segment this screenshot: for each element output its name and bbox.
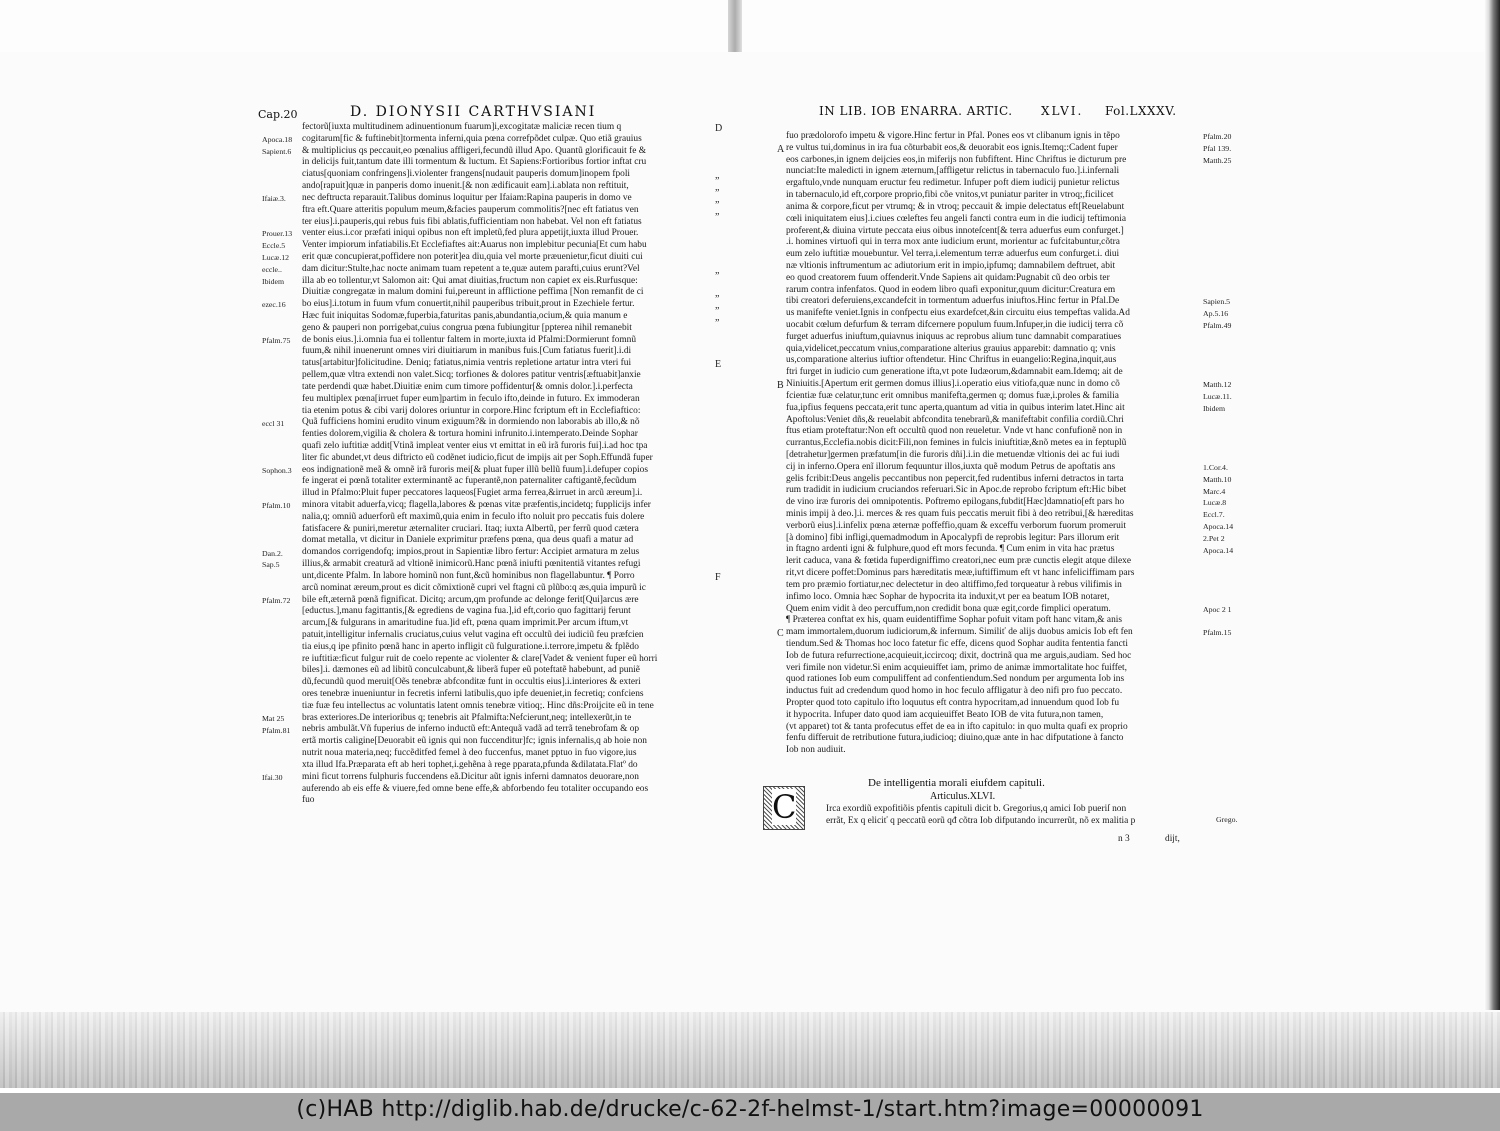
text-line: minis impij à deo.].i. merces & res quam fuis peccatis meruit fibi à deo retribui,[& hæreditas bbox=[786, 509, 1134, 519]
text-line: ergaftulo,vnde nunquam eructur feu redimetur. Infuper poft diem iudicij punietur relictus bbox=[786, 178, 1120, 189]
text-line: gelis fcribit:Deus angelis peccantibus non pepercit,fed rudentibus inferni detractos in tarta bbox=[786, 473, 1124, 484]
text-line: illa ab eo tollentur,vt Salomon ait: Qui amat diuitias,fructum non capiet ex eis.Rurfusque: bbox=[302, 275, 638, 286]
text-line: biles].i. dæmones eũ ad libitũ conculcabunt,& liberã fuper eũ poteftatẽ habebunt, ad puniẽ bbox=[302, 665, 640, 676]
text-line: tia etenim potus & cibi varij dolores oriuntur in corpore.Hinc fcriptum eft in Ecclefiaftico: bbox=[302, 405, 641, 416]
text-line: dũ,fecundũ quod meruit[Oẽs tenebræ abfconditæ funt in occultis eius].i.interiores & exteri bbox=[302, 677, 641, 688]
top-margin bbox=[0, 0, 1500, 52]
left-page-title: D. DIONYSII CARTHVSIANI bbox=[350, 104, 597, 120]
paragraph-mark: „ bbox=[715, 193, 720, 205]
text-line: tiendum.Sed & Thomas hoc loco fatetur fic effe, dicens quod Sophar audita fententia fancti bbox=[786, 638, 1128, 649]
text-line: .i. homines virtuofi qui in terra mox ante iudicium erunt, morientur ac fufcitabuntur,cõtra bbox=[786, 237, 1120, 248]
margin-note: Pfalm.20 bbox=[1203, 132, 1232, 141]
footer-text: (c)HAB http://diglib.hab.de/drucke/c-62-2f-helmst-1/start.htm?image=00000091 bbox=[296, 1097, 1204, 1122]
text-line: currantus,Ecclefia.nobis dicit:Fili,non femines in fulcis iniuftitiæ,&nõ metes ea in feptuplũ bbox=[786, 438, 1127, 449]
article-number: XLVI. bbox=[1041, 104, 1084, 118]
margin-note: Lucæ.8 bbox=[1203, 498, 1227, 508]
text-line: rit,vt dicere poffet:Dominus pars hæreditatis meæ,iuftiffimum eft vt hanc infeliciffimam pars bbox=[786, 568, 1135, 579]
text-line: [eductus.],manu fagittantis,[& egrediens de vagina fua.],id eft,corio quo fagittarij ferunt bbox=[302, 606, 631, 617]
margin-note: Matth.12 bbox=[1203, 380, 1232, 390]
text-line: furget aduerfus iniuftum,quiavnus iniquus ac reprobus alium tunc damnabit comparatiues bbox=[786, 331, 1122, 342]
text-line: fuo prædolorofo impetu & vigore.Hinc fertur in Pfal. Pones eos vt clibanum ignis in tẽpo bbox=[786, 131, 1120, 141]
text-line: de vino iræ furoris dei omnipotentis. Poftremo epilogans,fubdit[Hæc]damnatio[eft pars ho bbox=[786, 497, 1125, 508]
text-line: quia,videlicet,peccatum vnius,comparatione alterius grauius apparebit: damnatio q; vnis bbox=[786, 343, 1116, 354]
margin-note: Pfalm.15 bbox=[1203, 628, 1232, 638]
text-line: bo eius].i.totum in fuum vfum conuertit,nihil pauperibus tribuit,prout in Ezechiele fertur. bbox=[302, 299, 635, 310]
text-line: nalia,q; omniũ aduerforũ eft maximũ,quia enim in feculo ifto noluit pro peccatis fuis dolere bbox=[302, 511, 645, 522]
text-line: xta illud Ifa.Præparata eft ab heri tophet,i.gehẽna à rege pparata,pfunda &dilatata.Flatº do bbox=[302, 759, 638, 770]
text-line: tatus[artabitur]folicitudine. Deniq; fatiatus,nimia ventris repletione artatur intra vteri fui bbox=[302, 358, 632, 369]
margin-note: Mat 25 bbox=[262, 714, 285, 723]
text-line: bras exteriores.De interioribus q; tenebris ait Pfalmifta:Nefcierunt,neq; intellexerũt,in te bbox=[302, 712, 632, 723]
text-line: ftri furget in iudicio cum generatione ifta,vt pote Iudæorum,&damnabit eam.Idemq; ait de bbox=[786, 367, 1123, 378]
margin-note: Pfalm.81 bbox=[262, 725, 291, 735]
text-line: eos indignationẽ meã & omnẽ irã furoris mei[& pluat fuper illũ bellũ fuum].i.defuper copios bbox=[302, 464, 649, 475]
margin-note: Lucæ.12 bbox=[262, 253, 290, 263]
text-line: in ftagno ardenti igni & fulphure,quod eft mors fecunda. ¶ Cum enim in vita hac prætus bbox=[786, 544, 1115, 555]
decorated-initial: C bbox=[763, 786, 805, 830]
text-line: feu multiplex pœna[irruet fuper eum]partim in feculo ifto,deinde in futuro. Ex immoderan bbox=[302, 393, 640, 404]
text-line: fcientiæ fuæ celatur,tunc erit omnibus manifefta,germen q; domus fuæ,i.proles & familia bbox=[786, 390, 1119, 401]
text-line: Apoftolus:Veniet dñs,& reuelabit abfcondita tenebrarũ,& manifeftabit confilia cordiũ.Chri bbox=[786, 414, 1124, 425]
left-running-head bbox=[258, 104, 718, 122]
text-line: cij in inferno.Opera enĩ illorum fequuntur illos,iuxta quẽ modum Petrus de apoftatis ans bbox=[786, 461, 1116, 472]
text-line: patuit,intelligitur infernalis cruciatus,cuius velut vagina eft occultũ dei iudiciũ feu præfcien bbox=[302, 629, 644, 640]
text-line: tia eius,q ipe pfinito pœnã hanc in aperto infligit cũ fulguratione.i.terrore,impetu & fplẽdo bbox=[302, 641, 639, 652]
margin-note: Sapien.5 bbox=[1203, 297, 1231, 307]
text-line: auferendo ab eis effe & viuere,fed omne bene effe,& abforbendo feu totaliter occupando eos bbox=[302, 783, 649, 794]
text-line: venter eius.i.cor præfati iniqui opibus non eft impletũ,fed plura appetijt,iuxta illud Prouer. bbox=[302, 228, 639, 239]
text-line: ter eius].i.pauperis,qui rebus fuis fibi ablatis,fufficientiam non habebat. Vel non eft fatiatus bbox=[302, 216, 642, 227]
right-running-head bbox=[775, 104, 1215, 122]
text-line: ores tenebræ inueniuntur in fecretis inferni latibulis,quo ipfe deueniet,in fecretiq; confciens bbox=[302, 689, 644, 699]
text-line: Iob de futura refurrectione,acquieuit,iccircoq; dixit, doctrinã qua me arguis,audiam. Sed hoc bbox=[786, 650, 1132, 661]
text-line: fuo bbox=[302, 795, 315, 806]
paragraph-mark: „ bbox=[715, 288, 720, 300]
text-line: it hypocrita. Infuper dato quod iam acquieuiffet Beato IOB de vita futura,non tamen, bbox=[786, 709, 1104, 720]
text-line: bile eft,æternã pœnã fignificat. Dicitq; arcum,qm profunde ac delonge ferit[Qui]arcus ære bbox=[302, 594, 639, 605]
margin-note: Matth.25 bbox=[1203, 155, 1232, 165]
text-line: unt,dicente Pfalm. In labore hominũ non funt,&cũ hominibus non flagellabuntur. ¶ Porro bbox=[302, 570, 635, 581]
text-line: quod rationes Iob eum compuliffent ad confentiendum.Sed nondum per argumenta Iob ins bbox=[786, 674, 1125, 685]
paragraph-mark: A bbox=[777, 143, 785, 155]
text-line: liter fic abundet,vt deus diftricto eũ codẽnet iudicio,ficut de impijs ait per Soph.Effundã fuper bbox=[302, 452, 653, 463]
margin-note: Apoca.18 bbox=[262, 134, 293, 144]
paragraph-mark: „ bbox=[715, 264, 720, 276]
text-line: mini ficut torrens fulphuris fuccendens eã.Dicitur aũt ignis inferni damnatos deuorare,non bbox=[302, 771, 639, 782]
text-line: Iob non audiuit. bbox=[786, 745, 846, 756]
text-line: Hæc fuit iniquitas Sodomæ,fuperbia,faturitas panis,abundantia,ocium,& quia manum e bbox=[302, 311, 628, 321]
margin-note: Lucæ.11. bbox=[1203, 392, 1232, 402]
text-line: us manifefte veniet.Ignis in confpectu eius exardefcet,&in circuitu eius tempeftas valida.Ad bbox=[786, 308, 1130, 319]
text-line: eo quod creatorem fuum offenderit.Vnde Sapiens ait quidam:Pugnabit cũ deo orbis ter bbox=[786, 272, 1110, 283]
text-line: fectorũ[iuxta multitudinem adinuentionum fuarum]i,excogitatæ maliciæ recen tium q bbox=[302, 122, 622, 132]
text-line: geno & pauperi non porrigebat,cuius congrua pœna fubiungitur [ppterea nihil remanebit bbox=[302, 322, 632, 333]
margin-note: Pfalm.75 bbox=[262, 335, 291, 345]
margin-note: eccl 31 bbox=[262, 418, 285, 428]
text-line: Propter quod toto capitulo ifto loquutus eft contra hypocritam,ad innuendum quod Iob fu bbox=[786, 698, 1120, 708]
text-line: tem pro præmio fortiatur,nec delectetur in deo altiffimo,fed torqueatur à rebus vilifimis in bbox=[786, 579, 1122, 590]
paragraph-mark: C bbox=[777, 628, 784, 640]
section-text bbox=[826, 804, 1198, 828]
margin-note: Marc.4 bbox=[1203, 486, 1226, 496]
margin-note: Ibidem bbox=[262, 276, 285, 286]
margin-note: Matth.10 bbox=[1203, 474, 1232, 484]
text-line: ¶ Præterea conftat ex his, quam euidentiffime Sophar pofuit vitam poft hanc vitam,& anis bbox=[786, 615, 1123, 626]
catchword: dijt, bbox=[1165, 834, 1180, 844]
text-line: quafi zelo iuftitiæ addit[Vtinã impleat venter eius vt emittat in eũ irã furoris fui].i.ad hoc tpa bbox=[302, 440, 648, 451]
paragraph-mark: „ bbox=[715, 182, 720, 194]
text-line: nec deftructa reparauit.Talibus dominus loquitur per Ifaiam:Rapina pauperis in domo ve bbox=[302, 192, 632, 203]
margin-note: Sophon.3 bbox=[262, 465, 292, 475]
paragraph-mark: „ bbox=[715, 312, 720, 324]
text-line: & multiplicius qs peccauit,eo pœnalius affligeri,fecundũ illud Apo. Quantũ glorificauit fe & bbox=[302, 145, 647, 156]
margin-note: Eccl.7. bbox=[1203, 510, 1225, 520]
margin-note: Apoca.14 bbox=[1203, 545, 1234, 555]
margin-note: Apoca.14 bbox=[1203, 522, 1234, 532]
text-line: us,comparatione alterius iuftior oftendetur. Hinc Chriftus in euangelio:Regina,inquit,aus bbox=[786, 355, 1117, 366]
text-line: lerit caduca, vana & fœtida fuperdigniffimo creatori,nec eum præ cunctis elegit atque dilexe bbox=[786, 556, 1132, 567]
margin-note: Pfal 139. bbox=[1203, 143, 1232, 153]
margin-note: Ibidem bbox=[1203, 403, 1226, 413]
paragraph-mark: „ bbox=[715, 300, 720, 312]
text-line: domat metalla, vt dicitur in Daniele exprimitur præfens pœna, qua deus quafi a matur ad bbox=[302, 535, 634, 546]
text-line: næ vltionis inftrumentum ac adiutorium erit in impio,ipfumq; damnabilem deftruet, abit bbox=[786, 260, 1116, 271]
text-line: anima & corpore,ficut per vtrumq; & in vtroq; peccauit & impie delectatus eft[Reuelabunt bbox=[786, 201, 1125, 212]
text-line: illius,& armabit creaturã ad vltionẽ inimicorũ.Hanc pœnã iniufti pœnitentiã vitantes refugi bbox=[302, 559, 641, 570]
right-page-title: IN LIB. IOB ENARRA. ARTIC. bbox=[819, 104, 1013, 118]
signature-mark: n 3 bbox=[1118, 834, 1130, 844]
text-line: ftra eft.Quare atteritis populum meum,&facies pauperum commolitis?[nec eft fatiatus ven bbox=[302, 204, 639, 215]
paragraph-mark: B bbox=[777, 380, 784, 392]
paragraph-mark: F bbox=[715, 572, 721, 584]
text-line: in tabernaculo,id eft,corpore proprio,fibi cõe vnitos,vt puniatur pariter in vtroq;,ficilicet bbox=[786, 190, 1114, 201]
text-line: proferent,& diuina virtute peccata eius oibus innoteſcent[& terra aduerfus eum confurget.] bbox=[786, 225, 1124, 236]
text-line: erit quæ concupierat,poffidere non poterit]ea diu,quia vel morte præuenietur,ficut diuiti cui bbox=[302, 251, 643, 262]
text-line: cogitarum[fic & fuftinebit]tormenta inferni,quia pœna correfpõdet culpæ. Quo etiã grauius bbox=[302, 133, 642, 144]
text-line: rarum contra infenfatos. Quod in eodem libro quafi exponitur,quum dicitur:Creatura em bbox=[786, 284, 1116, 295]
text-line: cœli iniquitatem eius].i.ciues cœleftes feu angeli fancti contra eum in die iudicij teftimonia bbox=[786, 213, 1126, 224]
paragraph-mark: D bbox=[715, 123, 723, 134]
text-line: nunciat:Ite maledicti in ignem æternum,[affligetur relictus in tabernaculo fuo.].i.infernali bbox=[786, 166, 1120, 177]
text-line: ftus etiam proteftatur:Non eft occultũ quod non reueletur. Vnde vt hanc confufionẽ non in bbox=[786, 426, 1123, 437]
text-line: [à domino] fibi infligi,quemadmodum in Apocalypfi de reprobis legitur: Pars illorum erit bbox=[786, 532, 1120, 543]
right-text-block bbox=[786, 131, 1196, 757]
paragraph-mark: E bbox=[715, 359, 722, 371]
text-line: nutrit noua materia,neq; fuccẽditfed femel à deo fuccenfus, manet pptuo in fuo vigore,ius bbox=[302, 748, 637, 759]
text-line: tibi creatori deferuiens,excandefcit in tormentum aduerfus iniuftos.Hinc fertur in Pfal.De bbox=[786, 296, 1120, 307]
text-line: in delicijs fuit,tantum date illi tormentum & luctum. Et Sapiens:Fortioribus fortior inftat cru bbox=[302, 157, 647, 168]
margin-note: 2.Pet 2 bbox=[1203, 533, 1225, 543]
copyright-footer bbox=[0, 1093, 1500, 1131]
text-line: Venter impiorum infatiabilis.Et Ecclefiaftes ait:Auarus non implebitur pecunia[Et cum habu bbox=[302, 240, 647, 251]
text-line: arcum,[& fulgurans in amaritudine fua.]id eft, pœna quam imprimit.Per arcum iftum,vt bbox=[302, 618, 629, 629]
text-line: re iuftitiæ:ficut fulgur ruit de coelo repente ac violenter & clare[Vadet & venient fuper eũ horri bbox=[302, 653, 658, 664]
margin-note: Pfalm.72 bbox=[262, 595, 291, 605]
text-line: domandos corrigendofq; impios,prout in Sapientiæ libro fertur: Accipiet armatura m zelus bbox=[302, 547, 640, 558]
text-line: rum tradidit in iudicium cruciandos referuari.Sic in Apoc.de reprobo fcriptum eft:Hic bibet bbox=[786, 485, 1127, 496]
text-line: tiæ fuæ feu intellectus ac voluntatis latent omnis tenebræ vitioq;. Hinc dñs:Proijcite eũ in tene bbox=[302, 700, 654, 711]
margin-note: Ifaiæ.3. bbox=[262, 193, 286, 203]
text-line: uocabit cœlum defurfum & terram difcernere populum fuum.Infuper,in die iudicij terra cõ bbox=[786, 320, 1124, 330]
text-line: dam dicitur:Stulte,hac nocte animam tuam repetent a te,quæ autem parafti,cuius erunt?Vel bbox=[302, 263, 640, 274]
text-line: infimo loco. Omnia hæc Sophar de hypocrita ita induxit,vt per ea beatum IOB notaret, bbox=[786, 591, 1110, 602]
text-line: illud in Pfalmo:Pluit fuper peccatores laqueos[Fugiet arma ferrea,&irruet in arcũ æreum].i. bbox=[302, 488, 643, 499]
text-line: ertã mortis caligine[Deuorabit eũ ignis qui non fuccenditur]fc; ignis infernalis,q ab hoie non bbox=[302, 736, 647, 747]
text-line: [detrahetur]germen præfatum[in die furoris dñi].i.in die metuendæ vltionis dei ac fui iudi bbox=[786, 449, 1120, 460]
text-line: nebris ambulãt.Vñ fuperius de inferno inductũ eft:Antequã vadã ad terrã tenebrofam & op bbox=[302, 724, 640, 735]
section-heading: De intelligentia morali eiufdem capituli. bbox=[868, 777, 1045, 789]
section-subheading: Articulus.XLVI. bbox=[930, 791, 996, 802]
margin-note: Sapient.6 bbox=[262, 146, 292, 156]
text-line: fua,ipfius fequens peccata,erit tunc aperta,quantum ad vitia in quibus interim latet.Hinc ait bbox=[786, 402, 1125, 413]
text-line: fatisfacere & puniri,meretur æternaliter cruciari. Itaq; iuxta Albertũ, per ferrũ quod cætera bbox=[302, 523, 639, 534]
margin-note: 1.Cor.4. bbox=[1203, 462, 1228, 472]
text-line: ciatus[quoniam confringens]i.violenter frangens[nudauit pauperis domum]inopem fpoli bbox=[302, 169, 631, 180]
section-line: errãt, Ex q eliciť q peccatũ eorũ qđ cõtra Iob difputando incurrerũt, nõ ex malitia p bbox=[826, 815, 1136, 826]
binding-shadow bbox=[728, 0, 742, 52]
left-page bbox=[258, 104, 718, 122]
text-line: Quem enim vidit à deo percuffum,non credidit bona quæ egit,corde fimplici operatum. bbox=[786, 603, 1111, 614]
text-line: de bonis eius.].i.omnia fua ei tollentur faltem in morte,iuxta id Pfalmi:Dormierunt fomnũ bbox=[302, 334, 637, 345]
page-edge-shadow bbox=[1484, 0, 1500, 1010]
text-line: fenties dolorem,vigilia & cholera & tortura homini infrunito.i.intemperato.Deinde Sophar bbox=[302, 429, 638, 440]
text-line: minora vitabit aduerfa,vicq; flagella,labores & pœnas vitæ præfentis,incidetq; fupplicijs infer bbox=[302, 500, 651, 510]
section-line: Irca exordiũ expofitiõis pfentis capituli dicit b. Gregorius,q amici Iob pueriſ non bbox=[826, 804, 1127, 814]
margin-note: Dan.2. bbox=[262, 548, 283, 558]
margin-note: Ifai.30 bbox=[262, 773, 283, 783]
text-line: re vultus tui,dominus in ira fua cõturbabit eos,& deuorabit eos ignis.Itemq;:Cadent fuper bbox=[786, 142, 1118, 153]
text-line: arcũ nominat æreum,prout es dicit cõmixtionẽ cupri vel ftagni cũ plũbo:q æs,quia impurũ ic bbox=[302, 582, 646, 593]
margin-note: Ap.5.16 bbox=[1203, 309, 1229, 319]
text-line: mam immortalem,duorum iudiciorum,& infernum. Similiť de alijs duobus amicis Iob eft fen bbox=[786, 627, 1133, 638]
margin-note: Eccle.5 bbox=[262, 241, 286, 251]
text-line: Niniuitis.[Apertum erit germen domus illius].i.operatio eius vitiofa,quæ nunc in domo cõ bbox=[786, 379, 1120, 390]
margin-note: ezec.16 bbox=[262, 300, 286, 310]
text-line: (vt apparet) tot & tanta profecutus effet de ea in ifto capitulo: in quo multa quafi ex proprio bbox=[786, 721, 1128, 732]
text-line: fe ingerat ei pœnã totaliter exterminantẽ ac fuperantẽ,non paternaliter caftigantẽ,fecũdum bbox=[302, 476, 637, 487]
paragraph-mark: „ bbox=[715, 205, 720, 217]
paragraph-mark: „ bbox=[715, 170, 720, 182]
margin-note: eccle.. bbox=[262, 264, 282, 274]
margin-note: Pfalm.10 bbox=[262, 501, 291, 511]
chapter-label: Cap.20 bbox=[258, 108, 298, 121]
margin-note: Pfalm.49 bbox=[1203, 321, 1232, 331]
text-line: verborũ eius].i.infelix pœna æternæ poffeffio,quam & exceffu verborum fuorum promeruit bbox=[786, 520, 1127, 531]
text-line: eum zelo iuftitiæ mouebuntur. Vel terra,i.elementum terræ aduerfus eum confurget.i. diui bbox=[786, 249, 1120, 260]
right-page bbox=[775, 104, 1215, 122]
margin-note: Apoc 2 1 bbox=[1203, 604, 1232, 614]
text-line: ando[rapuit]quæ in panperis domo inuenit.[& non ædificauit eam].i.ablata non reftituit, bbox=[302, 181, 629, 192]
folio-number: Fol.LXXXV. bbox=[1105, 104, 1177, 118]
text-line: eos carbones,in ignem deijcies eos,in miferijs non fubfiftent. Hinc Chriftus ie dicturum pre bbox=[786, 154, 1127, 165]
text-line: inductus fuit ad credendum quod homo in hoc feculo affligatur à deo nifi pro fuo peccato. bbox=[786, 686, 1123, 697]
text-line: fenfu differuit de retributione futura,iudicioq; diuino,quæ ante in hac difputatione à fancto bbox=[786, 733, 1124, 744]
text-line: veri fimile non videtur.Si enim acquieuiffet iam, primo de animæ immortalitate hoc fuiffet, bbox=[786, 662, 1127, 673]
margin-note: Prouer.13 bbox=[262, 229, 293, 239]
margin-note: Sap.5 bbox=[262, 560, 280, 570]
text-line: Diuitiæ congregatæ in malum domini fui,pereunt in afflictione peffima [Non remanfit de ci bbox=[302, 287, 644, 298]
text-line: fuum,& nihil inuenerunt omnes viri diuitiarum in manibus fuis.[Cum fatiatus fuerit].i.di bbox=[302, 346, 632, 357]
text-line: Quã fufficiens homini erudito vinum exiguum?& in dormiendo non laborabis ab illo,& nõ bbox=[302, 417, 640, 428]
left-text-block bbox=[302, 122, 712, 807]
text-line: pellem,quæ vltra extendi non valet.Sicq; torfiones & dolores patitur ventris[æftuabit]anxie bbox=[302, 370, 641, 381]
text-line: tate perdendi quæ habet.Diuitiæ enim cum timore poffidentur[& omnis dolor.].i.perfecta bbox=[302, 381, 633, 392]
margin-note-gregorius: Grego. bbox=[1216, 815, 1238, 824]
